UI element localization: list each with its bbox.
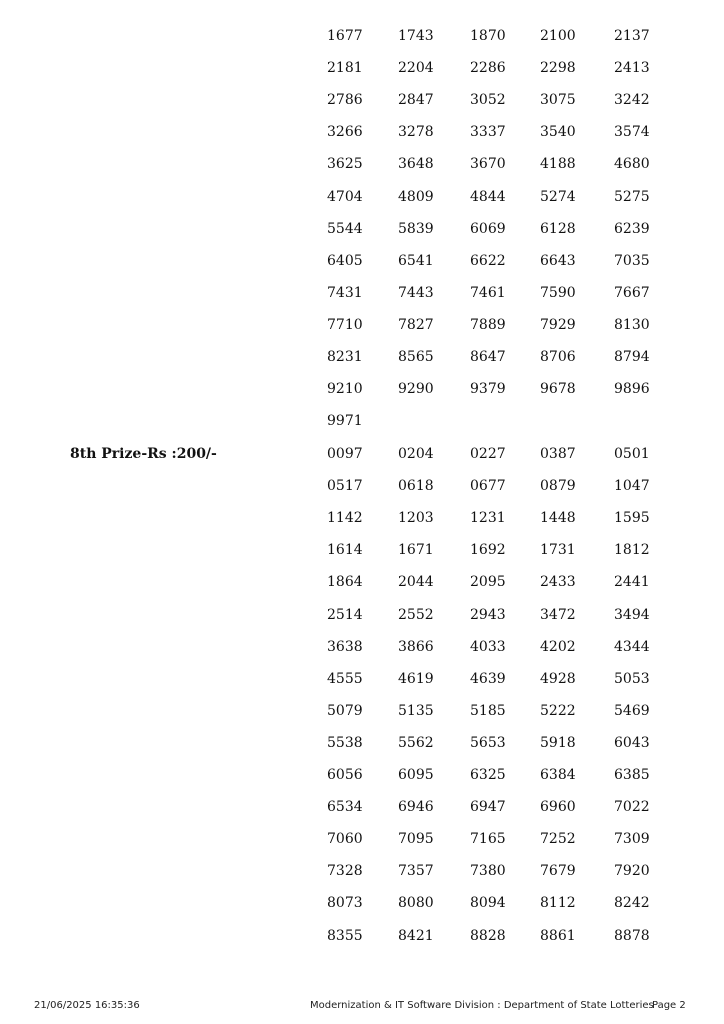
ticket-number: 3625 [327,156,363,173]
ticket-number: 6622 [470,252,506,269]
ticket-number: 6239 [614,220,650,237]
ticket-number: 1231 [470,510,506,527]
ticket-number: 0677 [470,478,506,495]
ticket-number: 2095 [470,574,506,591]
number-row [0,639,724,659]
ticket-number: 2433 [540,574,576,591]
ticket-number: 2441 [614,574,650,591]
ticket-number: 8794 [614,349,650,365]
ticket-number: 5274 [540,188,576,205]
ticket-number: 6056 [327,767,363,783]
ticket-number: 0517 [327,478,363,495]
ticket-number: 1047 [614,478,650,495]
ticket-number: 6960 [540,799,576,816]
ticket-number: 5053 [614,670,650,687]
number-row [0,221,724,241]
ticket-number: 7667 [614,284,650,301]
ticket-number: 8706 [540,349,576,365]
ticket-number: 8073 [327,895,363,912]
ticket-number: 8112 [540,895,576,912]
ticket-number: 8094 [470,895,506,912]
ticket-number: 5469 [614,702,650,719]
ticket-number: 5222 [540,702,576,719]
number-row [0,928,724,948]
ticket-number: 7590 [540,284,576,301]
ticket-number: 1864 [327,574,363,591]
ticket-number: 9210 [327,381,363,398]
ticket-number: 6534 [327,799,363,816]
ticket-number: 6947 [470,799,506,816]
ticket-number: 8647 [470,349,506,365]
ticket-number: 6325 [470,767,506,783]
ticket-number: 2137 [614,28,650,44]
number-row [0,767,724,787]
number-row [0,895,724,915]
ticket-number: 4704 [327,188,363,205]
number-row [0,607,724,627]
ticket-number: 7095 [398,831,434,848]
ticket-number: 7920 [614,863,650,880]
number-row [0,285,724,305]
ticket-number: 0879 [540,478,576,495]
ticket-number: 9379 [470,381,506,398]
ticket-number: 1671 [398,542,434,559]
ticket-number: 7710 [327,316,363,333]
ticket-number: 7461 [470,284,506,301]
ticket-number: 3670 [470,156,506,173]
ticket-number: 5653 [470,734,506,751]
ticket-number: 4344 [614,638,650,655]
number-row [0,189,724,209]
ticket-number: 4188 [540,156,576,173]
ticket-number: 3242 [614,92,650,109]
ticket-number: 0204 [398,446,434,462]
ticket-number: 4928 [540,670,576,687]
ticket-number: 2286 [470,60,506,77]
ticket-number: 4202 [540,638,576,655]
ticket-number: 4619 [398,670,434,687]
ticket-number: 7357 [398,863,434,880]
number-row [0,510,724,530]
ticket-number: 3337 [470,124,506,141]
ticket-number: 7035 [614,252,650,269]
ticket-number: 8828 [470,927,506,944]
number-row [0,831,724,851]
ticket-number: 6095 [398,767,434,783]
number-row [0,349,724,369]
ticket-number: 2298 [540,60,576,77]
ticket-number: 5185 [470,702,506,719]
ticket-number: 4844 [470,188,506,205]
ticket-number: 0097 [327,446,363,462]
ticket-number: 7328 [327,863,363,880]
ticket-number: 2514 [327,606,363,623]
number-row [0,446,724,466]
ticket-number: 8565 [398,349,434,365]
number-row [0,478,724,498]
number-row [0,542,724,562]
number-row [0,317,724,337]
ticket-number: 7443 [398,284,434,301]
ticket-number: 4639 [470,670,506,687]
ticket-number: 1743 [398,28,434,44]
ticket-number: 3638 [327,638,363,655]
ticket-number: 9896 [614,381,650,398]
ticket-number: 1692 [470,542,506,559]
ticket-number: 2943 [470,606,506,623]
ticket-number: 0387 [540,446,576,462]
ticket-number: 6128 [540,220,576,237]
ticket-number: 7309 [614,831,650,848]
ticket-number: 6384 [540,767,576,783]
ticket-number: 3052 [470,92,506,109]
ticket-number: 3540 [540,124,576,141]
ticket-number: 7431 [327,284,363,301]
ticket-number: 1614 [327,542,363,559]
ticket-number: 6643 [540,252,576,269]
ticket-number: 7165 [470,831,506,848]
ticket-number: 1203 [398,510,434,527]
ticket-number: 6946 [398,799,434,816]
ticket-number: 2413 [614,60,650,77]
ticket-number: 8421 [398,927,434,944]
footer-division: Modernization & IT Software Division : Department of State Lotteries [310,1000,654,1011]
ticket-number: 5079 [327,702,363,719]
ticket-number: 7060 [327,831,363,848]
ticket-number: 3278 [398,124,434,141]
ticket-number: 1812 [614,542,650,559]
ticket-number: 3494 [614,606,650,623]
ticket-number: 5918 [540,734,576,751]
ticket-number: 8130 [614,316,650,333]
number-row [0,671,724,691]
ticket-number: 6541 [398,252,434,269]
ticket-number: 8231 [327,349,363,365]
ticket-number: 1142 [327,510,363,527]
ticket-number: 4033 [470,638,506,655]
ticket-number: 6069 [470,220,506,237]
ticket-number: 3266 [327,124,363,141]
ticket-number: 1731 [540,542,576,559]
ticket-number: 1595 [614,510,650,527]
ticket-number: 1677 [327,28,363,44]
number-row [0,799,724,819]
number-row [0,381,724,401]
ticket-number: 8861 [540,927,576,944]
number-row [0,253,724,273]
ticket-number: 4809 [398,188,434,205]
number-row [0,735,724,755]
ticket-number: 8080 [398,895,434,912]
ticket-number: 5562 [398,734,434,751]
ticket-number: 7380 [470,863,506,880]
footer-timestamp: 21/06/2025 16:35:36 [34,1000,140,1011]
ticket-number: 9678 [540,381,576,398]
number-row [0,92,724,112]
ticket-number: 3075 [540,92,576,109]
number-row [0,60,724,80]
prize-label-8th: 8th Prize-Rs :200/- [70,446,217,462]
ticket-number: 7252 [540,831,576,848]
ticket-number: 7679 [540,863,576,880]
ticket-number: 6385 [614,767,650,783]
ticket-number: 5538 [327,734,363,751]
number-row [0,28,724,48]
ticket-number: 5544 [327,220,363,237]
ticket-number: 2786 [327,92,363,109]
number-row [0,574,724,594]
ticket-number: 8242 [614,895,650,912]
ticket-number: 3648 [398,156,434,173]
ticket-number: 2552 [398,606,434,623]
ticket-number: 2100 [540,28,576,44]
number-row [0,124,724,144]
ticket-number: 3866 [398,638,434,655]
ticket-number: 6043 [614,734,650,751]
ticket-number: 5839 [398,220,434,237]
ticket-number: 9290 [398,381,434,398]
ticket-number: 1448 [540,510,576,527]
ticket-number: 8355 [327,927,363,944]
ticket-number: 5135 [398,702,434,719]
ticket-number: 2204 [398,60,434,77]
footer-page-number: Page 2 [652,1000,686,1011]
ticket-number: 7827 [398,316,434,333]
ticket-number: 2181 [327,60,363,77]
ticket-number: 7929 [540,316,576,333]
ticket-number: 2847 [398,92,434,109]
ticket-number: 4680 [614,156,650,173]
ticket-number: 0618 [398,478,434,495]
ticket-number: 1870 [470,28,506,44]
number-row [0,413,724,433]
ticket-number: 2044 [398,574,434,591]
ticket-number: 7889 [470,316,506,333]
number-row [0,863,724,883]
ticket-number: 8878 [614,927,650,944]
ticket-number: 9971 [327,413,363,430]
ticket-number: 0501 [614,446,650,462]
ticket-number: 4555 [327,670,363,687]
ticket-number: 3472 [540,606,576,623]
ticket-number: 6405 [327,252,363,269]
ticket-number: 0227 [470,446,506,462]
number-row [0,156,724,176]
ticket-number: 3574 [614,124,650,141]
ticket-number: 7022 [614,799,650,816]
ticket-number: 5275 [614,188,650,205]
number-row [0,703,724,723]
